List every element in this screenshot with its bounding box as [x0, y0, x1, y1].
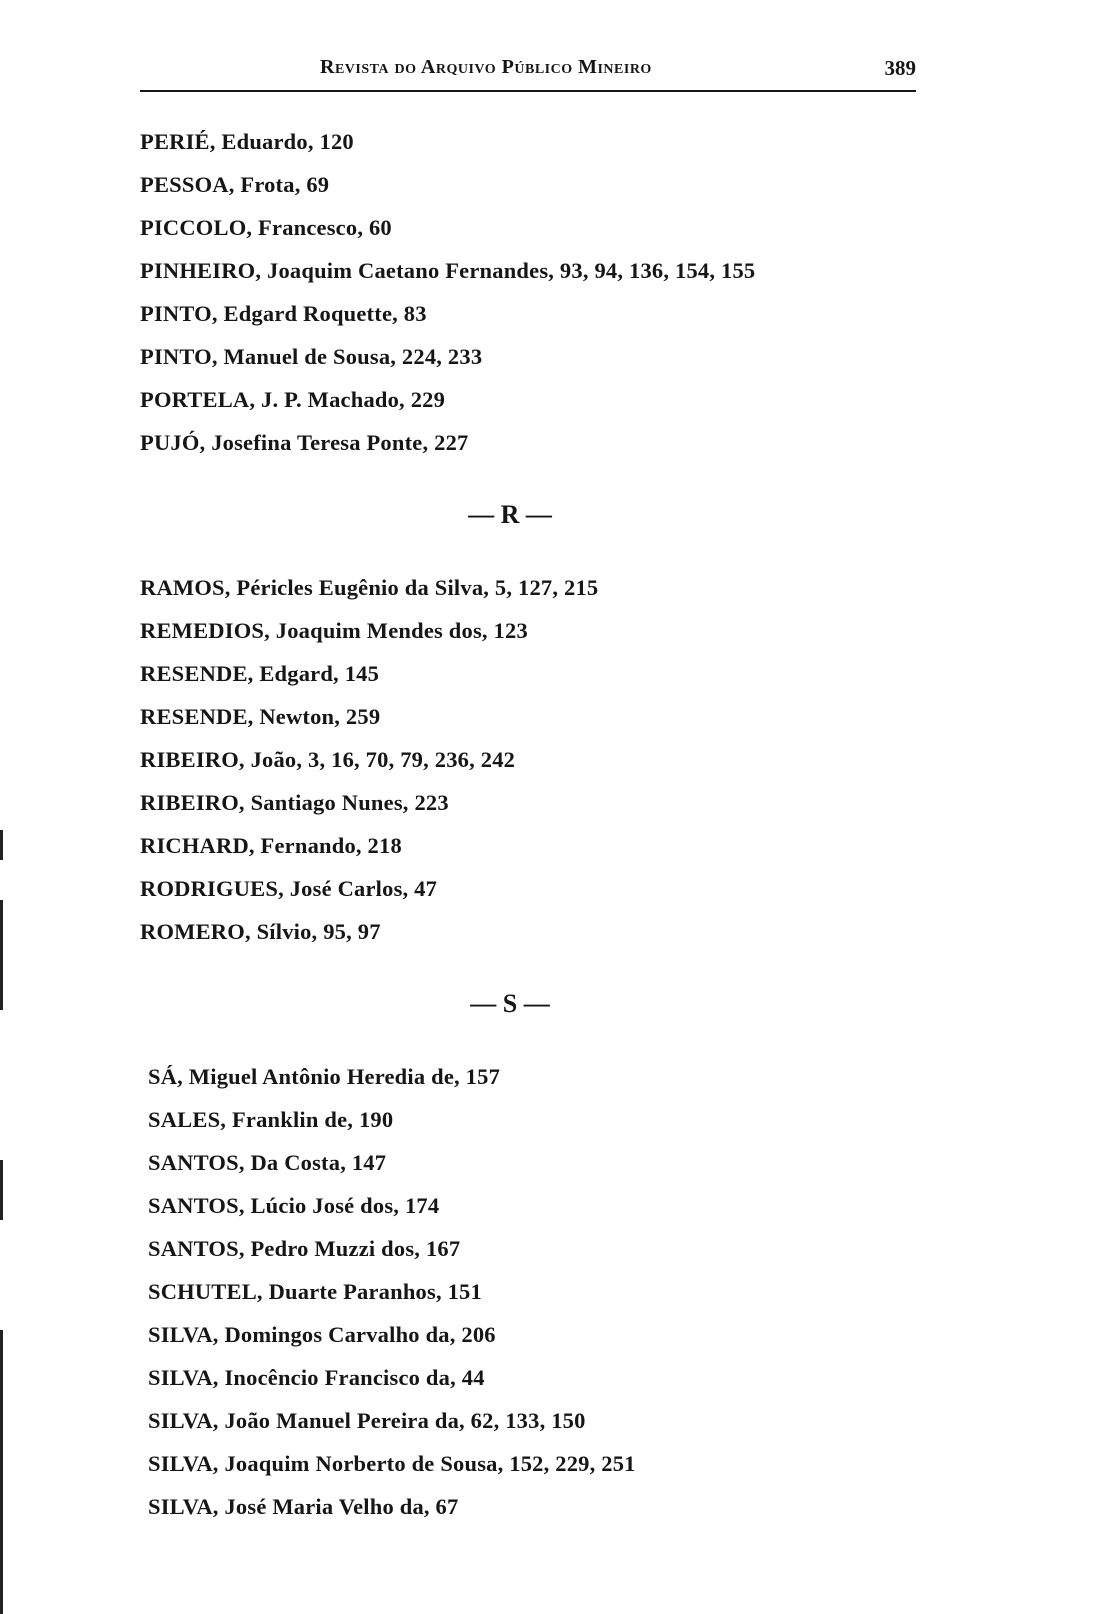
index-entry: RESENDE, Newton, 259	[140, 704, 381, 729]
index-entry: PESSOA, Frota, 69	[140, 172, 330, 197]
index-entry: PINTO, Manuel de Sousa, 224, 233	[140, 344, 483, 369]
index-entry: SILVA, José Maria Velho da, 67	[148, 1494, 459, 1519]
index-entry: RODRIGUES, José Carlos, 47	[140, 876, 438, 901]
scan-binding-mark	[0, 1160, 3, 1220]
index-entry: SILVA, João Manuel Pereira da, 62, 133, 150	[148, 1408, 586, 1433]
index-entry: SILVA, Joaquim Norberto de Sousa, 152, 229, 251	[148, 1451, 636, 1476]
scan-binding-mark	[0, 900, 3, 1010]
index-entry: ROMERO, Sílvio, 95, 97	[140, 919, 381, 944]
index-entry: RICHARD, Fernando, 218	[140, 833, 402, 858]
section-heading-s: — S —	[470, 989, 550, 1018]
index-entry: RESENDE, Edgard, 145	[140, 661, 380, 686]
index-entry: PUJÓ, Josefina Teresa Ponte, 227	[140, 430, 469, 455]
index-entries	[140, 120, 940, 1528]
index-entry: SANTOS, Da Costa, 147	[148, 1150, 387, 1175]
index-entry: PINHEIRO, Joaquim Caetano Fernandes, 93, 94, 136, 154, 155	[140, 258, 756, 283]
index-entry: RIBEIRO, João, 3, 16, 70, 79, 236, 242	[140, 747, 516, 772]
index-entry: RAMOS, Péricles Eugênio da Silva, 5, 127, 215	[140, 575, 599, 600]
scan-binding-mark	[0, 1330, 3, 1614]
index-entry: SANTOS, Lúcio José dos, 174	[148, 1193, 440, 1218]
scan-binding-mark	[0, 830, 3, 860]
index-entry: SILVA, Domingos Carvalho da, 206	[148, 1322, 496, 1347]
index-entry: PERIÉ, Eduardo, 120	[140, 129, 354, 154]
index-entry: SÁ, Miguel Antônio Heredia de, 157	[148, 1064, 501, 1089]
index-entry: PINTO, Edgard Roquette, 83	[140, 301, 427, 326]
index-entry: RIBEIRO, Santiago Nunes, 223	[140, 790, 449, 815]
page-header	[140, 54, 916, 92]
index-entry: PORTELA, J. P. Machado, 229	[140, 387, 446, 412]
index-entry: PICCOLO, Francesco, 60	[140, 215, 392, 240]
section-heading-r: — R —	[468, 500, 552, 529]
index-entry: SALES, Franklin de, 190	[148, 1107, 394, 1132]
index-entry: SILVA, Inocêncio Francisco da, 44	[148, 1365, 485, 1390]
index-entry: REMEDIOS, Joaquim Mendes dos, 123	[140, 618, 528, 643]
page-number: 389	[884, 56, 916, 80]
running-title: Revista do Arquivo Público Mineiro	[320, 56, 652, 78]
index-entry: SCHUTEL, Duarte Paranhos, 151	[148, 1279, 482, 1304]
index-entry: SANTOS, Pedro Muzzi dos, 167	[148, 1236, 461, 1261]
